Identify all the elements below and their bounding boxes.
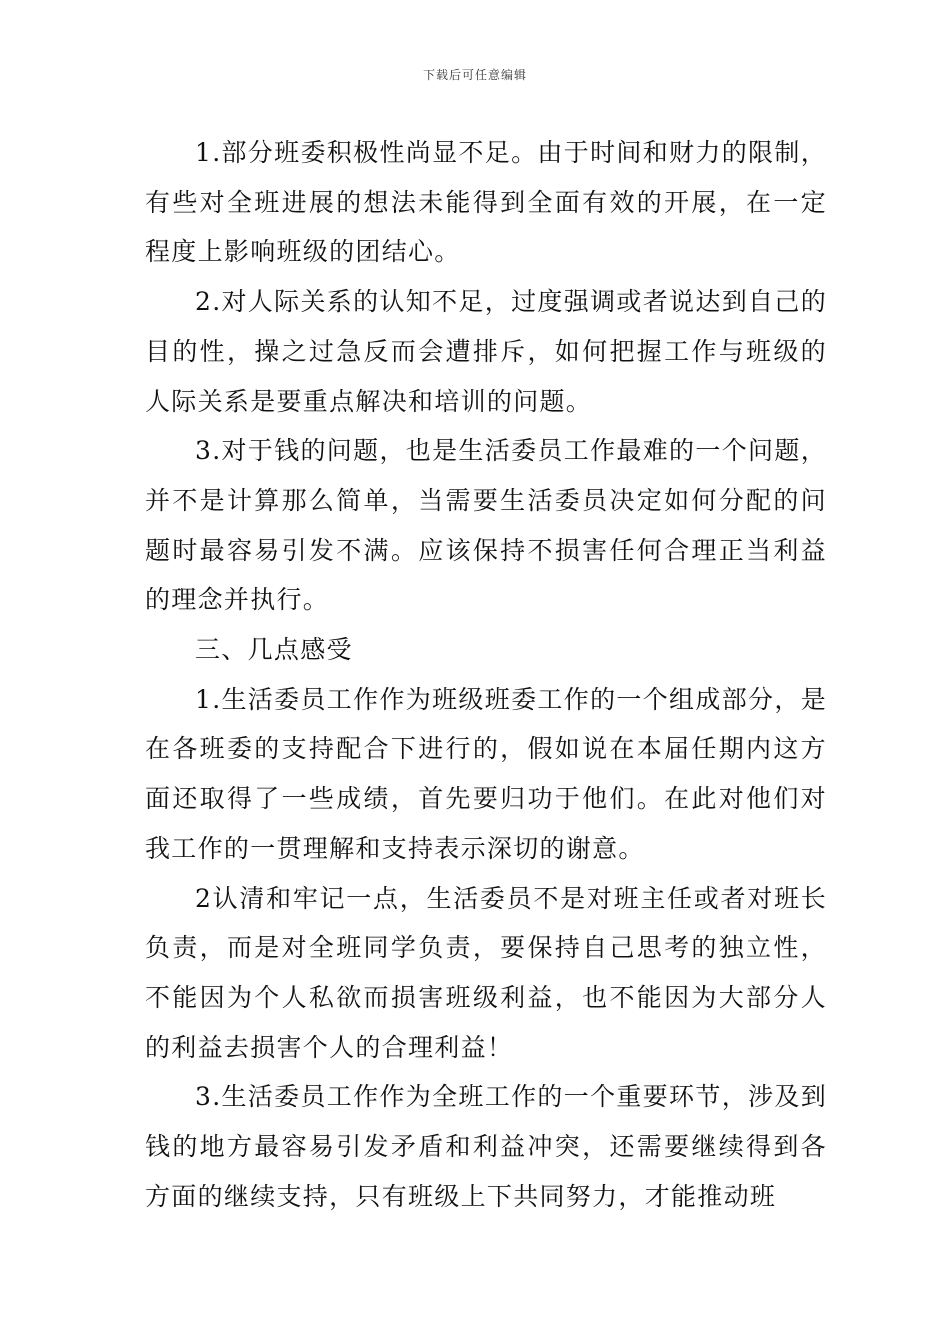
section-heading-feelings: 三、几点感受 (195, 635, 353, 665)
header-note: 下载后可任意编辑 (422, 68, 527, 82)
paragraph-problem-3: 3.对于钱的问题，也是生活委员工作最难的一个问题，并不是计算那么简单，当需要生活委员决定如何分配的问题时最容易引发不满。应该保持不损害任何合理正当利益的理念并执行。 (145, 436, 827, 615)
paragraph-feeling-2: 2认清和牢记一点，生活委员不是对班主任或者对班长负责，而是对全班同学负责，要保持自己思考的独立性，不能因为个人私欲而损害班级利益，也不能因为大部分人的利益去损害个人的合理利益！ (145, 883, 827, 1062)
paragraph-problem-2: 2.对人际关系的认知不足，过度强调或者说达到自己的目的性，操之过急反而会遭排斥，如何把握工作与班级的人际关系是要重点解决和培训的问题。 (145, 287, 827, 416)
body-text (145, 128, 827, 1221)
paragraph-problem-1: 1.部分班委积极性尚显不足。由于时间和财力的限制，有些对全班进展的想法未能得到全面有效的开展，在一定程度上影响班级的团结心。 (145, 138, 827, 267)
paragraph-feeling-3: 3.生活委员工作作为全班工作的一个重要环节，涉及到钱的地方最容易引发矛盾和利益冲突，还需要继续得到各方面的继续支持，只有班级上下共同努力，才能推动班 (145, 1082, 827, 1211)
paragraph-feeling-1: 1.生活委员工作作为班级班委工作的一个组成部分，是在各班委的支持配合下进行的，假如说在本届任期内这方面还取得了一些成绩，首先要归功于他们。在此对他们对我工作的一贯理解和支持表示深切的谢意。 (145, 684, 827, 863)
